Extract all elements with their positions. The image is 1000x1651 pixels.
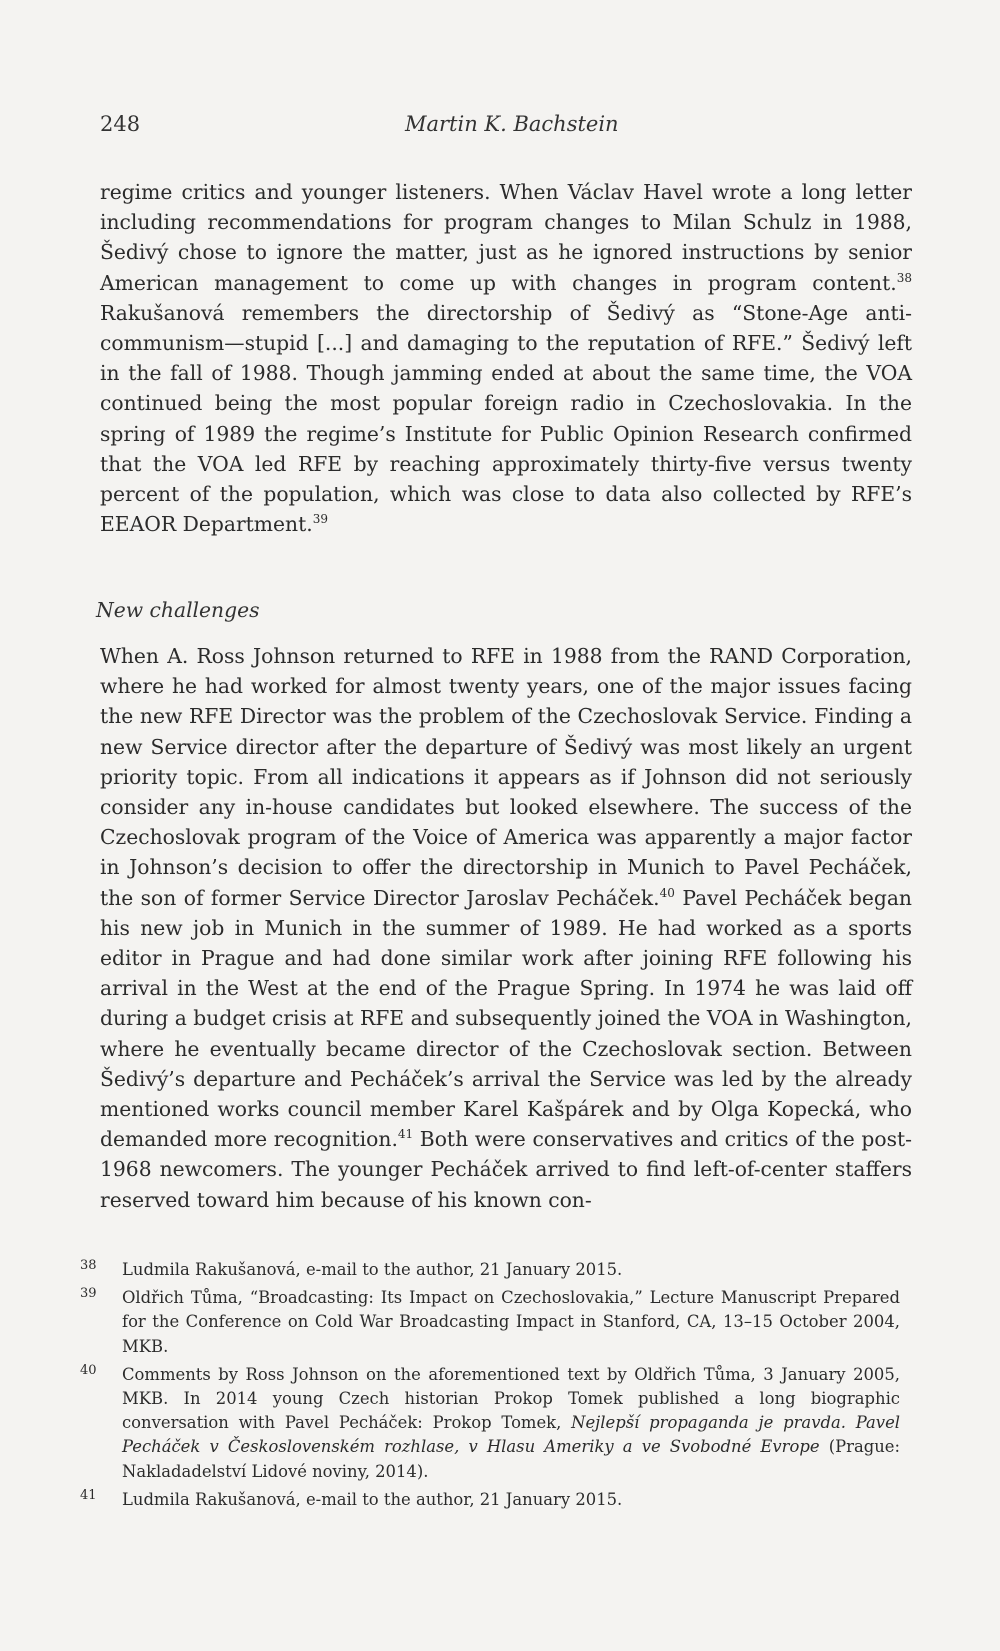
paragraph-2-text-b: Pavel Pecháček began his new job in Munich in the summer of 1989. He had worked as a sports editor in Prague and had done similar work after joining RFE following his arrival in the West at the end of the Prague Spring. In 1974 he was laid off during a budget crisis at RFE and subsequently joined the VOA in Washington, where he eventually became director of the Czechoslovak section. Between Šedivý’s departure and Pecháček’s arrival the Service was led by the already mentioned works council member Karel Kašpárek and by Olga Kopecká, who demanded more recognition. (100, 885, 912, 1152)
footnote-ref-40: 40 (659, 885, 675, 900)
page-number: 248 (100, 112, 141, 136)
section-heading: New challenges (96, 598, 260, 622)
footnote-ref-41: 41 (397, 1127, 414, 1142)
footnote-text: Ludmila Rakušanová, e-mail to the author, 21 January 2015. (122, 1489, 623, 1509)
running-title: Martin K. Bachstein (405, 112, 619, 136)
footnote-text-end: (Prague: Nakladadelství Lidové noviny, 2014). (122, 1437, 900, 1481)
paragraph-1-text-a: regime critics and younger listeners. When Václav Havel wrote a long letter including recommendations for program changes to Milan Schulz in 1988, Šedivý chose to ignore the matter, just as he ignored instructions by senior American management to come up with changes in program content. (100, 180, 912, 295)
footnote-number: 40 (80, 1362, 97, 1378)
paragraph-1-text-b: Rakušanová remembers the directorship of Šedivý as “Stone-Age anti-communism—stupid [...] and damaging to the reputation of RFE.” Šedivý left in the fall of 1988. Though jamming ended at about the same time, the VOA continued being the most popular foreign radio in Czechoslovakia. In the spring of 1989 the regime’s Institute for Public Opinion Research confirmed that the VOA led RFE by reaching approximately thirty-five versus twenty percent of the population, which was close to data also collected by RFE’s EEAOR Department. (100, 300, 912, 537)
footnote-text: Comments by Ross Johnson on the aforementioned text by Oldřich Tůma, 3 January 2005, MKB. In 2014 young Czech historian Prokop Tomek published a long biographic conversation with Pavel Pecháček: Prokop Tomek, (122, 1364, 900, 1433)
footnote-38 (80, 1258, 900, 1282)
footnote-ref-38: 38 (896, 270, 912, 285)
footnote-number: 39 (80, 1286, 97, 1302)
running-head (100, 112, 900, 142)
paragraph-1 (100, 177, 912, 539)
footnote-book-title: Nejlepší propaganda je pravda. Pavel Pecháček v Československém rozhlase, v Hlasu Ameriky a ve Svobodné Evrope (122, 1413, 901, 1457)
footnote-number: 38 (80, 1258, 97, 1273)
footnote-41 (80, 1488, 900, 1512)
footnote-text: Oldřich Tůma, “Broadcasting: Its Impact on Czechoslovakia,” Lecture Manuscript Prepared for the Conference on Cold War Broadcasting Impact in Stanford, CA, 13–15 October 2004, MKB. (122, 1288, 900, 1356)
paragraph-2 (100, 641, 912, 1215)
footnote-ref-39: 39 (312, 512, 328, 527)
footnote-number: 41 (80, 1487, 97, 1503)
paragraph-2-text-a: When A. Ross Johnson returned to RFE in 1988 from the RAND Corporation, where he had worked for almost twenty years, one of the major issues facing the new RFE Director was the problem of the Czechoslovak Service. Finding a new Service director after the departure of Šedivý was most likely an urgent priority topic. From all indications it appears as if Johnson did not seriously consider any in-house candidates but looked elsewhere. The success of the Czechoslovak program of the Voice of America was apparently a major factor in Johnson’s decision to offer the directorship in Munich to Pavel Pecháček, the son of former Service Director Jaroslav Pecháček. (100, 644, 912, 910)
footnotes (80, 1258, 900, 1516)
footnote-39 (80, 1286, 900, 1359)
footnote-text: Ludmila Rakušanová, e-mail to the author, 21 January 2015. (122, 1260, 623, 1279)
paragraph-2-text-c: Both were conservatives and critics of the post-1968 newcomers. The younger Pecháček arrived to find left-of-center staffers reserved toward him because of his known con- (100, 1127, 912, 1212)
footnote-40 (80, 1363, 900, 1484)
